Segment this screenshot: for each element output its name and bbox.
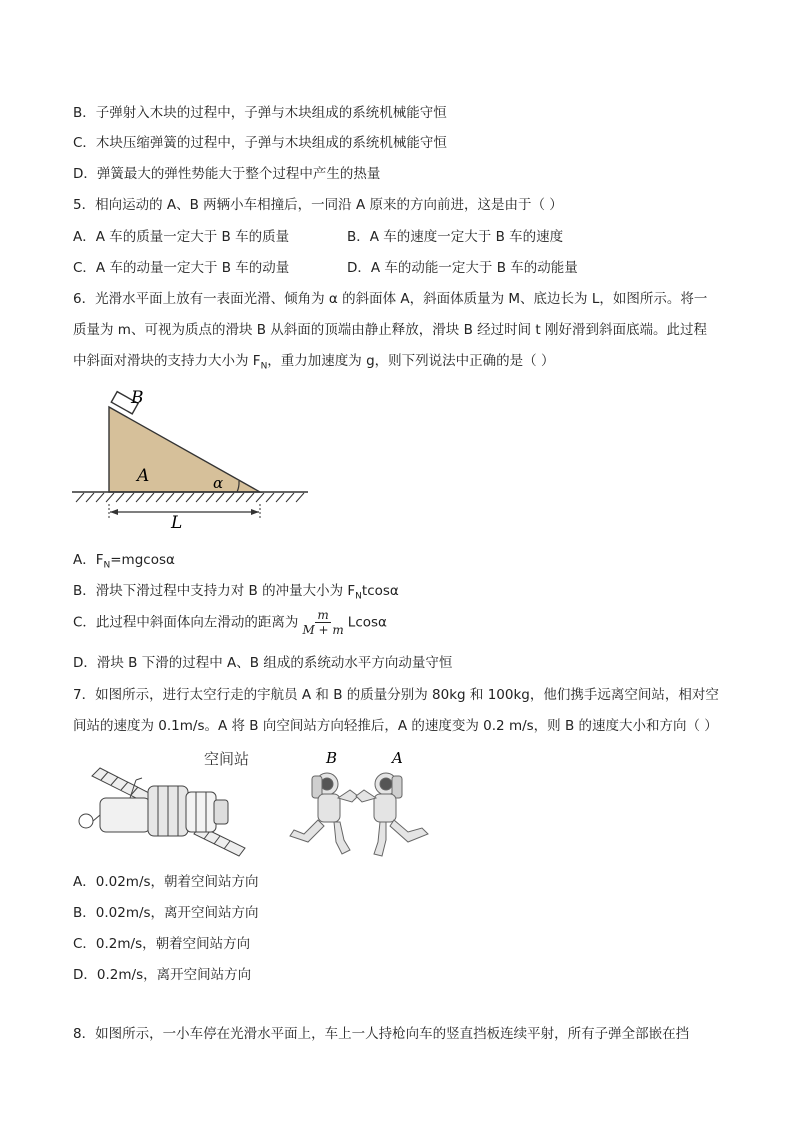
incline-figure [70, 385, 320, 530]
q5-option-d: D．A 车的动能一定大于 B 车的动能量 [347, 260, 578, 276]
q7-stem-line2: 间站的速度为 0.1m/s。A 将 B 向空间站方向轻推后，A 的速度变为 0.2 m/s，则 B 的速度大小和方向（ ） [73, 718, 718, 734]
q5-option-a: A．A 车的质量一定大于 B 车的质量 [73, 229, 290, 245]
q5-option-b: B．A 车的速度一定大于 B 车的速度 [347, 229, 564, 245]
q7-option-a: A．0.02m/s，朝着空间站方向 [73, 874, 259, 890]
q7-option-b: B．0.02m/s，离开空间站方向 [73, 905, 259, 921]
q8-stem-line1: 8．如图所示，一小车停在光滑水平面上，车上一人持枪向车的竖直挡板连续平射，所有子弹全部嵌在挡 [73, 1026, 690, 1042]
label-wedge-a: A [137, 466, 150, 486]
label-angle: α [213, 474, 224, 492]
label-length: L [171, 513, 183, 530]
label-astronaut-b: B [326, 749, 338, 767]
q6-stem-line3: 中斜面对滑块的支持力大小为 $F_N$，重力加速度为 g，则下列说法中正确的是（ ） [73, 353, 555, 372]
q7-stem-line1: 7．如图所示，进行太空行走的宇航员 A 和 B 的质量分别为 80kg 和 100kg，他们携手远离空间站，相对空 [73, 687, 719, 703]
astronauts-figure [282, 746, 442, 861]
label-block-b: B [131, 388, 144, 408]
ground-hatching [76, 493, 304, 502]
label-space-station: 空间站 [204, 750, 250, 768]
q6-option-d: D．滑块 B 下滑的过程中 A、B 组成的系统动水平方向动量守恒 [73, 655, 453, 671]
q7-option-c: C．0.2m/s，朝着空间站方向 [73, 936, 251, 952]
q4-option-b: B．子弹射入木块的过程中，子弹与木块组成的系统机械能守恒 [73, 105, 447, 121]
label-astronaut-a: A [392, 749, 403, 767]
wedge-a-shape [109, 407, 260, 492]
q5-stem: 5．相向运动的 A、B 两辆小车相撞后，一同沿 A 原来的方向前进，这是由于（ ） [73, 197, 563, 213]
q6-stem-line1: 6．光滑水平面上放有一表面光滑、倾角为 α 的斜面体 A，斜面体质量为 M、底边长为 L，如图所示。将一 [73, 291, 708, 307]
q5-option-c: C．A 车的动量一定大于 B 车的动量 [73, 260, 290, 276]
astronaut-a-shape [356, 773, 428, 856]
space-station-figure [70, 748, 260, 860]
q6-option-c: C．此过程中斜面体向左滑动的距离为 $\frac{m}{M + m}$ Lcosα [73, 608, 387, 637]
q6-stem-line2: 质量为 m、可视为质点的滑块 B 从斜面的顶端由静止释放，滑块 B 经过时间 t 刚好滑到斜面底端。此过程 [73, 322, 708, 338]
q7-option-d: D．0.2m/s，离开空间站方向 [73, 967, 252, 983]
q6-option-a: A．$F_N=mgcos\alpha$ [73, 552, 175, 571]
astronaut-b-shape [290, 773, 358, 854]
q6-option-b: B．滑块下滑过程中支持力对 B 的冲量大小为 $F_Ntcos\alpha$ [73, 583, 399, 602]
q4-option-d: D．弹簧最大的弹性势能大于整个过程中产生的热量 [73, 166, 381, 182]
fraction: $\frac{m}{M + m}$ [302, 608, 344, 637]
q4-option-c: C．木块压缩弹簧的过程中，子弹与木块组成的系统机械能守恒 [73, 135, 447, 151]
